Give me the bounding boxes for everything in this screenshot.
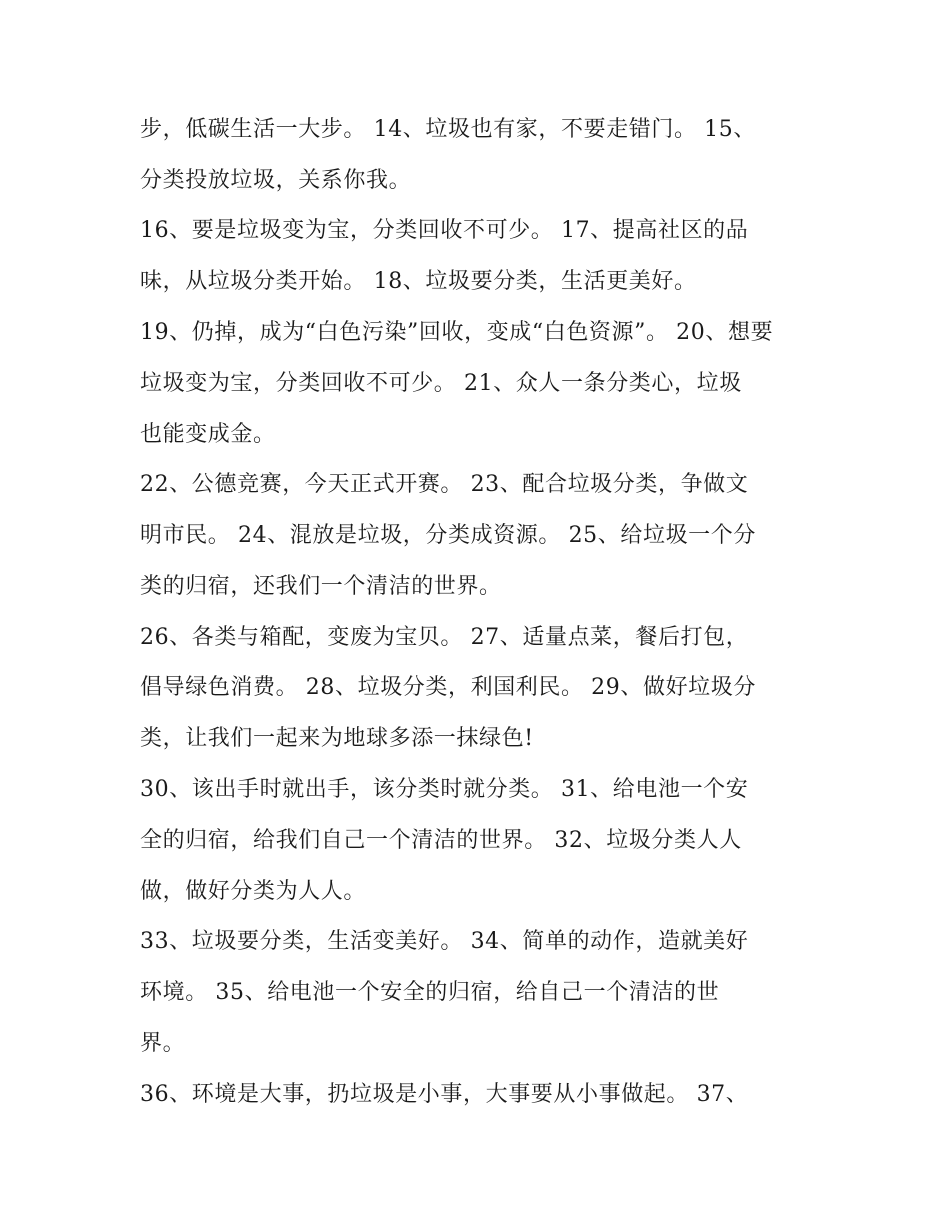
text-line: 做，做好分类为人人。 [140, 879, 367, 904]
text-line: 明市民。 24、混放是垃圾，分类成资源。 25、给垃圾一个分 [140, 523, 756, 548]
text-line: 36、环境是大事，扔垃圾是小事，大事要从小事做起。 37、 [140, 1082, 749, 1107]
text-line: 步，低碳生活一大步。 14、垃圾也有家，不要走错门。 15、 [140, 117, 756, 142]
text-line: 33、垃圾要分类，生活变美好。 34、简单的动作，造就美好 [140, 929, 749, 954]
text-line: 16、要是垃圾变为宝，分类回收不可少。 17、提高社区的品 [140, 218, 749, 243]
text-line: 倡导绿色消费。 28、垃圾分类，利国利民。 29、做好垃圾分 [140, 675, 756, 700]
text-line: 类，让我们一起来为地球多添一抹绿色! [140, 726, 534, 751]
text-line: 全的归宿，给我们自己一个清洁的世界。 32、垃圾分类人人 [140, 828, 742, 853]
text-line: 分类投放垃圾，关系你我。 [140, 168, 412, 193]
text-line: 味，从垃圾分类开始。 18、垃圾要分类，生活更美好。 [140, 269, 697, 294]
text-line: 19、仍掉，成为“白色污染”回收，变成“白色资源”。 20、想要 [140, 320, 774, 345]
text-line: 界。 [140, 1031, 186, 1056]
text-line: 也能变成金。 [140, 422, 276, 447]
text-line: 类的归宿，还我们一个清洁的世界。 [140, 574, 502, 599]
text-line: 26、各类与箱配，变废为宝贝。 27、适量点菜，餐后打包， [140, 625, 749, 650]
text-line: 垃圾变为宝，分类回收不可少。 21、众人一条分类心，垃圾 [140, 371, 742, 396]
text-line: 22、公德竞赛，今天正式开赛。 23、配合垃圾分类，争做文 [140, 472, 749, 497]
text-line: 环境。 35、给电池一个安全的归宿，给自己一个清洁的世 [140, 980, 720, 1005]
text-line: 30、该出手时就出手，该分类时就分类。 31、给电池一个安 [140, 777, 749, 802]
